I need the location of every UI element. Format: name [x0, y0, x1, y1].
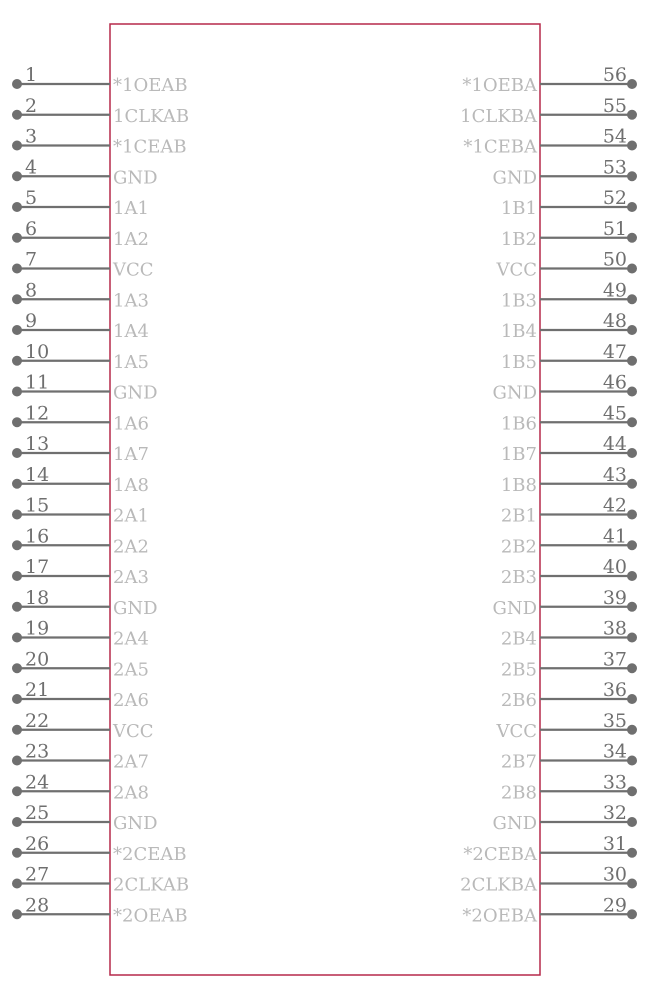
pin-number: 18	[25, 586, 50, 609]
pin-end-dot	[627, 325, 637, 335]
pin-16	[12, 525, 149, 557]
pin-number: 35	[602, 709, 627, 732]
pin-end-dot	[12, 817, 22, 827]
pin-number: 3	[25, 125, 38, 148]
pin-number: 20	[25, 648, 50, 671]
pin-29	[462, 894, 637, 926]
pin-36	[501, 679, 637, 711]
pin-label: GND	[492, 813, 537, 834]
pin-label: 2B5	[500, 659, 537, 681]
pin-10	[12, 341, 149, 373]
pin-end-dot	[627, 294, 637, 304]
pin-number: 33	[602, 771, 627, 794]
pin-label: 1A8	[113, 474, 149, 496]
pin-end-dot	[12, 479, 22, 489]
pin-end-dot	[627, 633, 637, 643]
pin-end-dot	[12, 79, 22, 89]
pin-number: 19	[25, 617, 50, 640]
pin-number: 22	[25, 709, 50, 732]
pin-number: 47	[602, 340, 627, 363]
pin-end-dot	[627, 756, 637, 766]
pin-25	[12, 802, 158, 834]
pin-44	[501, 433, 637, 465]
pin-number: 27	[25, 863, 50, 886]
pin-42	[501, 495, 637, 527]
pin-end-dot	[12, 879, 22, 889]
pin-end-dot	[627, 171, 637, 181]
pin-15	[12, 495, 149, 527]
pin-number: 23	[25, 740, 50, 763]
pin-end-dot	[627, 110, 637, 120]
pin-end-dot	[12, 325, 22, 335]
pin-number: 32	[602, 802, 627, 824]
pin-end-dot	[627, 540, 637, 550]
pin-14	[12, 464, 149, 496]
pin-label: *2CEAB	[113, 843, 187, 865]
pin-number: 10	[25, 340, 50, 363]
pin-label: 1A7	[113, 444, 149, 465]
pin-40	[501, 556, 637, 588]
pin-label: 2A8	[113, 782, 149, 804]
pin-end-dot	[627, 264, 637, 274]
pin-9	[12, 310, 149, 342]
pin-label: 2B8	[500, 782, 537, 804]
pin-end-dot	[12, 694, 22, 704]
pin-number: 31	[602, 832, 627, 855]
pin-number: 1	[25, 64, 38, 86]
pin-label: 1CLKBA	[460, 105, 537, 127]
pin-41	[501, 525, 637, 557]
pin-31	[463, 833, 637, 865]
pin-18	[12, 587, 158, 619]
pin-end-dot	[12, 448, 22, 458]
pin-55	[460, 95, 637, 127]
pin-number: 28	[25, 894, 50, 917]
pin-end-dot	[12, 510, 22, 520]
pin-label: GND	[113, 813, 158, 834]
pin-end-dot	[627, 510, 637, 520]
pin-end-dot	[12, 294, 22, 304]
pin-number: 51	[602, 217, 627, 240]
pin-end-dot	[12, 848, 22, 858]
pin-end-dot	[627, 694, 637, 704]
pin-end-dot	[12, 141, 22, 151]
pin-label: 1A6	[113, 413, 149, 435]
pin-end-dot	[12, 786, 22, 796]
pin-label: 2B2	[500, 536, 537, 558]
pin-number: 11	[25, 371, 50, 394]
pin-number: 54	[602, 125, 627, 148]
pin-number: 21	[25, 679, 50, 701]
pin-30	[460, 864, 637, 896]
pin-52	[501, 187, 637, 219]
pin-label: VCC	[496, 720, 537, 742]
pin-label: 1B4	[500, 321, 537, 342]
left-pin-group	[12, 64, 189, 926]
pin-end-dot	[12, 387, 22, 397]
pin-22	[12, 710, 154, 742]
pin-4	[12, 156, 158, 188]
pin-label: *1CEBA	[463, 136, 537, 158]
pin-label: 1A5	[113, 351, 149, 373]
pin-end-dot	[12, 202, 22, 212]
pin-label: 2A4	[113, 628, 149, 650]
pin-label: 1A1	[113, 198, 149, 219]
pin-number: 37	[602, 648, 627, 671]
pin-number: 52	[602, 187, 627, 209]
pin-label: 1A3	[113, 290, 149, 312]
pin-end-dot	[627, 356, 637, 366]
pin-number: 36	[602, 679, 627, 701]
pin-number: 39	[602, 586, 627, 609]
pin-label: 2B7	[500, 751, 537, 773]
pin-number: 46	[602, 371, 627, 394]
pin-label: 1B5	[500, 351, 537, 373]
pin-end-dot	[627, 479, 637, 489]
pin-19	[12, 618, 149, 650]
pin-label: GND	[492, 167, 537, 189]
pin-end-dot	[12, 571, 22, 581]
pin-28	[12, 894, 188, 926]
pin-26	[12, 833, 187, 865]
pin-label: *1OEAB	[113, 75, 188, 96]
pin-50	[495, 249, 637, 281]
pin-label: 2A7	[113, 751, 149, 773]
pin-label: 1B3	[500, 290, 537, 312]
pin-number: 15	[25, 494, 50, 517]
pin-12	[12, 402, 149, 434]
pin-number: 9	[25, 310, 38, 332]
pin-56	[462, 64, 637, 96]
pin-number: 42	[602, 494, 627, 517]
pin-number: 43	[602, 463, 627, 486]
pin-label: 2A6	[113, 690, 149, 711]
pin-number: 26	[25, 832, 50, 855]
pin-end-dot	[627, 879, 637, 889]
pin-label: 1B7	[500, 444, 537, 465]
pin-label: 1B1	[500, 198, 537, 219]
pin-end-dot	[627, 141, 637, 151]
pin-end-dot	[12, 540, 22, 550]
pin-number: 5	[25, 187, 38, 209]
pin-47	[501, 341, 637, 373]
pin-number: 7	[25, 248, 38, 271]
pin-label: 2A1	[113, 505, 149, 527]
pin-number: 4	[25, 156, 38, 179]
pin-46	[492, 372, 637, 404]
pin-label: 2CLKBA	[460, 874, 537, 896]
pin-label: 1CLKAB	[113, 105, 190, 127]
pin-label: 1B6	[500, 413, 537, 435]
pin-number: 44	[602, 433, 627, 455]
pin-end-dot	[12, 725, 22, 735]
pin-49	[501, 279, 637, 311]
pin-end-dot	[627, 387, 637, 397]
pin-end-dot	[12, 602, 22, 612]
pin-number: 6	[25, 217, 38, 240]
pin-number: 53	[602, 156, 627, 179]
pin-label: 2B4	[500, 628, 537, 650]
pin-17	[12, 556, 149, 588]
pin-end-dot	[627, 848, 637, 858]
pin-number: 34	[602, 740, 627, 763]
pin-8	[12, 279, 149, 311]
pin-end-dot	[12, 909, 22, 919]
pin-21	[12, 679, 149, 711]
pin-end-dot	[12, 756, 22, 766]
pin-label: 2B3	[500, 567, 537, 588]
pin-6	[12, 218, 149, 250]
pin-number: 55	[602, 94, 627, 117]
pin-34	[501, 741, 637, 773]
pin-end-dot	[12, 233, 22, 243]
pin-3	[12, 126, 187, 158]
pin-number: 56	[602, 64, 627, 86]
pin-43	[501, 464, 637, 496]
pin-20	[12, 648, 149, 680]
pin-label: 1B2	[500, 228, 537, 250]
pin-end-dot	[627, 817, 637, 827]
pin-number: 45	[602, 402, 627, 425]
pin-label: 2A3	[113, 567, 149, 588]
pin-33	[501, 771, 637, 803]
pin-label: 2A2	[113, 536, 149, 558]
pin-27	[12, 864, 189, 896]
pin-number: 17	[25, 556, 50, 578]
pin-end-dot	[12, 633, 22, 643]
pin-39	[492, 587, 637, 619]
pin-end-dot	[627, 448, 637, 458]
pin-1	[12, 64, 188, 96]
pin-label: 2CLKAB	[113, 874, 190, 896]
pin-number: 13	[25, 433, 50, 455]
pin-number: 8	[25, 279, 38, 302]
pin-label: 2B1	[500, 505, 537, 527]
pin-number: 49	[602, 279, 627, 302]
pin-label: 1A4	[113, 321, 149, 342]
pin-end-dot	[627, 571, 637, 581]
pin-label: 2A5	[113, 659, 149, 681]
pin-number: 2	[25, 94, 38, 117]
pin-number: 50	[602, 248, 627, 271]
pin-end-dot	[627, 79, 637, 89]
pin-label: *1OEBA	[462, 75, 537, 96]
pin-number: 48	[602, 310, 627, 332]
pin-number: 12	[25, 402, 50, 425]
pin-end-dot	[12, 110, 22, 120]
pin-23	[12, 741, 149, 773]
pin-number: 38	[602, 617, 627, 640]
pin-end-dot	[627, 725, 637, 735]
pin-13	[12, 433, 149, 465]
pin-number: 30	[602, 863, 627, 886]
pin-37	[501, 648, 637, 680]
pin-label: GND	[492, 597, 537, 619]
pin-end-dot	[12, 663, 22, 673]
pin-end-dot	[627, 602, 637, 612]
pin-label: 1B8	[500, 474, 537, 496]
pin-label: *2OEAB	[113, 905, 188, 927]
pin-number: 14	[25, 463, 50, 486]
pin-end-dot	[12, 417, 22, 427]
pin-end-dot	[12, 171, 22, 181]
pin-5	[12, 187, 149, 219]
pin-label: GND	[492, 382, 537, 404]
pin-number: 29	[602, 894, 627, 917]
pin-end-dot	[12, 356, 22, 366]
pin-number: 41	[602, 525, 627, 548]
pin-label: 1A2	[113, 228, 149, 250]
pin-35	[495, 710, 637, 742]
pin-label: *1CEAB	[113, 136, 187, 158]
pin-7	[12, 249, 154, 281]
pin-11	[12, 372, 158, 404]
pin-48	[501, 310, 637, 342]
pin-54	[463, 126, 637, 158]
pin-label: GND	[113, 382, 158, 404]
pin-53	[492, 156, 637, 188]
pin-end-dot	[627, 663, 637, 673]
pin-label: 2B6	[500, 690, 537, 711]
pin-38	[501, 618, 637, 650]
pin-2	[12, 95, 189, 127]
pin-32	[492, 802, 637, 834]
pin-24	[12, 771, 149, 803]
pin-label: *2OEBA	[462, 905, 537, 927]
pin-end-dot	[627, 202, 637, 212]
pin-end-dot	[627, 417, 637, 427]
pin-end-dot	[627, 786, 637, 796]
pin-end-dot	[627, 233, 637, 243]
pin-label: *2CEBA	[463, 843, 537, 865]
pin-label: VCC	[113, 259, 154, 281]
pin-label: GND	[113, 167, 158, 189]
right-pin-group	[460, 64, 637, 926]
pin-end-dot	[12, 264, 22, 274]
pin-label: VCC	[496, 259, 537, 281]
pin-45	[501, 402, 637, 434]
pin-number: 40	[602, 556, 627, 578]
pin-label: VCC	[113, 720, 154, 742]
pin-51	[501, 218, 637, 250]
pin-end-dot	[627, 909, 637, 919]
pin-number: 25	[25, 802, 50, 824]
ic-body-outline	[110, 24, 540, 975]
pin-number: 24	[25, 771, 50, 794]
pin-label: GND	[113, 597, 158, 619]
pin-number: 16	[25, 525, 50, 548]
